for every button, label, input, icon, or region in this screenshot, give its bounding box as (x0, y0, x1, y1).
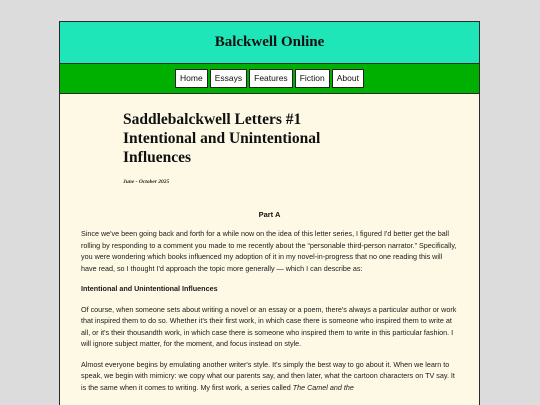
site-header (60, 22, 479, 64)
article-title (123, 110, 363, 167)
book-title-emphasis: The Camel and the (292, 382, 354, 392)
nav-features[interactable]: Features (249, 69, 293, 88)
section-subheading: Intentional and Unintentional Influences (81, 284, 218, 293)
paragraph-2: Of course, when someone sets about writing a novel or an essay or a poem, there's always a particular author or work that inspired them to do so. Whether it's their first work, in which case there is someone who inspired them to write at all, or it's their thousandth work, in which case there is someone who inspired them to write in this particular fashion. I will ignore subject matter, for the moment, and focus instead on style. (81, 304, 457, 348)
part-heading: Part A (258, 210, 281, 219)
paragraph-3 (81, 359, 458, 394)
nav-fiction[interactable]: Fiction (295, 69, 330, 88)
site-title[interactable]: Balckwell Online (214, 34, 325, 50)
title-line-1: Saddlebalckwell Letters #1 (123, 111, 302, 128)
nav-essays[interactable]: Essays (210, 69, 247, 88)
article (60, 110, 479, 393)
paragraph-1: Since we've been going back and forth for a while now on the idea of this letter series, I figured I'd better get the ball rolling by responding to a comment you made to me recently about the “personable third-person narrator.” Specifically, you were wondering which books influenced my adoption of it in my novel-in-progress that no one reading this will have read, so I thought I'd approach the topic more generally — which I can describe as: (81, 229, 457, 273)
page (59, 21, 480, 405)
nav-home[interactable]: Home (175, 69, 208, 88)
paragraph-3-text: Almost everyone begins by emulating another writer's style. It's simply the best way to go about it. When we learn to speak, we begin with mimicry: we copy what our parents say, and then later, what the cartoon characters on TV say. It is the same when it comes to writing. My first work, a series called (81, 359, 455, 392)
article-date: June - October 2025 (123, 179, 170, 185)
nav-about[interactable]: About (332, 69, 364, 88)
title-line-2: Intentional and Unintentional (123, 130, 321, 147)
main-nav (60, 64, 479, 94)
title-line-3: Influences (123, 149, 192, 166)
